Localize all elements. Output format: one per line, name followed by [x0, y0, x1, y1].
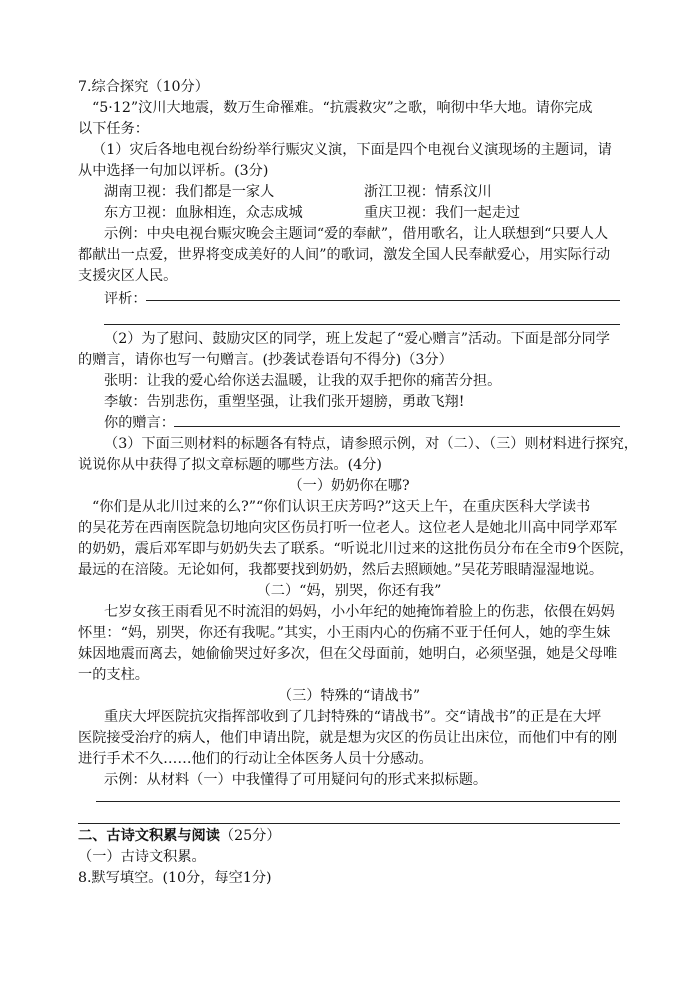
example1-line: 都献出一点爱，世界将变成美好的人间”的歌词，激发全国人民奉献爱心，用实际行动 [78, 247, 611, 263]
material-1-line: 的吴花芳在西南医院急切地向灾区伤员打听一位老人。这位老人是她北川高中同学邓军 [78, 520, 618, 536]
subsection-heading: （一）古诗文积累。 [78, 849, 206, 865]
section2-title: 二、古诗文积累与阅读 [78, 828, 220, 844]
your-message-label: 你的赠言： [104, 415, 175, 431]
task3-line: （3）下面三则材料的标题各有特点，请参照示例，对（二）、（三）则材料进行探究， [104, 436, 638, 452]
task1-line: 从中选择一句加以评析。(3分) [78, 163, 269, 179]
q7-intro-line: 以下任务： [78, 121, 149, 137]
task3-answer-line[interactable] [96, 801, 620, 802]
q7-heading: 7.综合探究（10分） [78, 79, 209, 95]
example1-line: 支援灾区人民。 [78, 268, 178, 284]
material-1-line: 最远的在涪陵。无论如何，我都要找到奶奶，然后去照顾她。”吴花芳眼睛湿湿地说。 [78, 562, 604, 578]
material-2-line: 怀里：“妈，别哭，你还有我呢。”其实，小王雨内心的伤痛不亚于任何人，她的孪生妹 [78, 625, 611, 641]
material-3-line: 医院接受治疗的病人，他们申请出院，就是想为灾区的伤员让出床位，而他们中有的刚 [78, 730, 618, 746]
task2-line: 的赠言，请你也写一句赠言。(抄袭试卷语句不得分)（3分） [78, 352, 453, 368]
material-1-title: （一）奶奶你在哪? [288, 478, 410, 494]
material-2-line: 一的支柱。 [78, 667, 149, 683]
theme-hunan: 湖南卫视：我们都是一家人 [104, 184, 275, 200]
analysis-answer-line[interactable] [104, 324, 620, 325]
theme-chongqing: 重庆卫视：我们一起走过 [364, 205, 521, 221]
task3-line: 说说你从中获得了拟文章标题的哪些方法。(4分) [78, 457, 382, 473]
example1-line: 示例：中央电视台赈灾晚会主题词“爱的奉献”，借用歌名，让人联想到“只要人人 [104, 226, 609, 242]
material-2-title: （二）“妈，别哭，你还有我” [256, 583, 442, 599]
theme-dongfang: 东方卫视：血脉相连，众志成城 [104, 205, 303, 221]
section2-score: （25分） [219, 828, 281, 844]
task2-line: （2）为了慰问、鼓励灾区的同学，班上发起了“爱心赠言”活动。下面是部分同学 [104, 331, 610, 347]
task1-line: （1）灾后各地电视台纷纷举行赈灾义演，下面是四个电视台义演现场的主题词，请 [92, 142, 612, 158]
section2-heading [78, 826, 281, 846]
material-3-line: 进行手术不久……他们的行动让全体医务人员十分感动。 [78, 751, 433, 767]
zhangming-message: 张明：让我的爱心给你送去温暖，让我的双手把你的痛苦分担。 [104, 373, 502, 389]
limin-message: 李敏：告别悲伤，重塑坚强，让我们张开翅膀，勇敢飞翔! [104, 394, 465, 410]
example2-line: 示例：从材料（一）中我懂得了可用疑问句的形式来拟标题。 [104, 772, 488, 788]
material-2-line: 妹因地震而离去，她偷偷哭过好多次，但在父母面前，她明白，必须坚强，她是父母唯 [78, 646, 618, 662]
task3-answer-line[interactable] [78, 823, 620, 824]
q7-intro-line: “5·12”汶川大地震，数万生命罹难。“抗震救灾”之歌，响彻中华大地。请你完成 [92, 100, 593, 116]
your-message-answer-line[interactable] [174, 426, 620, 427]
analysis-label: 评析： [104, 291, 147, 307]
material-1-line: 的奶奶，震后邓军即与奶奶失去了联系。“听说北川过来的这批伤员分布在全市9个医院， [78, 541, 634, 557]
material-1-line: “你们是从北川过来的么?”“你们认识王庆芳吗?”这天上午，在重庆医科大学读书 [92, 499, 591, 515]
theme-zhejiang: 浙江卫视：情系汶川 [364, 184, 492, 200]
analysis-answer-line[interactable] [146, 300, 620, 301]
material-2-line: 七岁女孩王雨看见不时流泪的妈妈，小小年纪的她掩饰着脸上的伤悲，依偎在妈妈 [104, 604, 615, 620]
material-3-title: （三）特殊的“请战书” [277, 688, 421, 704]
material-3-line: 重庆大坪医院抗灾指挥部收到了几封特殊的“请战书”。交“请战书”的正是在大坪 [104, 709, 602, 725]
q8-heading: 8.默写填空。(10分，每空1分) [78, 870, 272, 886]
